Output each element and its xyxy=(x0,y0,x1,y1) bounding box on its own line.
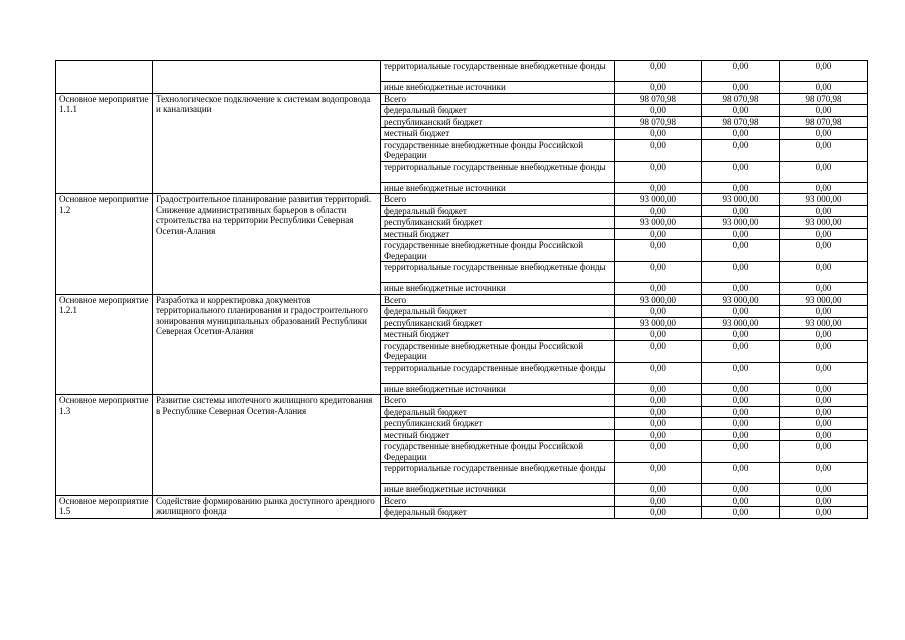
amount-year-3-cell: 98 070,98 xyxy=(780,116,868,128)
table-row xyxy=(56,294,868,306)
funding-source-cell: территориальные государственные внебюджетные фонды xyxy=(381,61,615,82)
amount-year-3-cell: 0,00 xyxy=(780,329,868,341)
amount-year-2-cell: 0,00 xyxy=(702,240,780,262)
amount-year-2-cell: 0,00 xyxy=(702,340,780,362)
amount-year-3-cell: 0,00 xyxy=(780,418,868,430)
amount-year-1-cell: 0,00 xyxy=(615,283,702,295)
amount-year-2-cell: 0,00 xyxy=(702,82,780,94)
funding-source-cell: территориальные государственные внебюджетные фонды xyxy=(381,161,615,182)
funding-source-cell: республиканский бюджет xyxy=(381,317,615,329)
amount-year-2-cell: 0,00 xyxy=(702,406,780,418)
amount-year-3-cell: 0,00 xyxy=(780,507,868,519)
funding-source-cell: федеральный бюджет xyxy=(381,105,615,117)
funding-source-cell: иные внебюджетные источники xyxy=(381,182,615,194)
funding-source-cell: республиканский бюджет xyxy=(381,116,615,128)
amount-year-1-cell: 0,00 xyxy=(615,128,702,140)
funding-source-cell: федеральный бюджет xyxy=(381,306,615,318)
amount-year-3-cell: 0,00 xyxy=(780,161,868,182)
funding-source-cell: Всего xyxy=(381,495,615,507)
amount-year-2-cell: 93 000,00 xyxy=(702,317,780,329)
amount-year-2-cell: 93 000,00 xyxy=(702,294,780,306)
amount-year-3-cell: 0,00 xyxy=(780,441,868,463)
amount-year-1-cell: 0,00 xyxy=(615,262,702,283)
funding-source-cell: местный бюджет xyxy=(381,128,615,140)
amount-year-1-cell: 0,00 xyxy=(615,82,702,94)
amount-year-2-cell: 98 070,98 xyxy=(702,93,780,105)
activity-code-cell: Основное мероприятие 1.2 xyxy=(56,194,153,295)
amount-year-3-cell: 0,00 xyxy=(780,395,868,407)
funding-table-body xyxy=(56,61,868,519)
activity-name-cell: Развитие системы ипотечного жилищного кредитования в Республике Северная Осетия-Алания xyxy=(153,395,381,496)
amount-year-1-cell: 0,00 xyxy=(615,395,702,407)
funding-source-cell: территориальные государственные внебюджетные фонды xyxy=(381,362,615,383)
amount-year-1-cell: 0,00 xyxy=(615,463,702,484)
funding-source-cell: иные внебюджетные источники xyxy=(381,82,615,94)
funding-source-cell: федеральный бюджет xyxy=(381,205,615,217)
activity-name-cell: Содействие формированию рынка доступного арендного жилищного фонда xyxy=(153,495,381,518)
amount-year-1-cell: 0,00 xyxy=(615,205,702,217)
amount-year-2-cell: 0,00 xyxy=(702,484,780,496)
amount-year-1-cell: 93 000,00 xyxy=(615,317,702,329)
amount-year-1-cell: 0,00 xyxy=(615,418,702,430)
amount-year-2-cell: 0,00 xyxy=(702,105,780,117)
amount-year-3-cell: 0,00 xyxy=(780,61,868,82)
funding-source-cell: Всего xyxy=(381,93,615,105)
amount-year-3-cell: 0,00 xyxy=(780,128,868,140)
amount-year-3-cell: 0,00 xyxy=(780,495,868,507)
amount-year-1-cell: 0,00 xyxy=(615,161,702,182)
activity-code-cell: Основное мероприятие 1.5 xyxy=(56,495,153,518)
funding-source-cell: местный бюджет xyxy=(381,228,615,240)
amount-year-3-cell: 0,00 xyxy=(780,205,868,217)
amount-year-3-cell: 0,00 xyxy=(780,240,868,262)
funding-source-cell: федеральный бюджет xyxy=(381,406,615,418)
amount-year-2-cell: 0,00 xyxy=(702,306,780,318)
amount-year-1-cell: 0,00 xyxy=(615,484,702,496)
amount-year-2-cell: 0,00 xyxy=(702,228,780,240)
funding-source-cell: государственные внебюджетные фонды Российской Федерации xyxy=(381,139,615,161)
amount-year-1-cell: 0,00 xyxy=(615,182,702,194)
activity-name-cell: Технологическое подключение к системам водопровода и канализации xyxy=(153,93,381,194)
amount-year-2-cell: 0,00 xyxy=(702,383,780,395)
amount-year-2-cell: 0,00 xyxy=(702,329,780,341)
funding-source-cell: государственные внебюджетные фонды Российской Федерации xyxy=(381,240,615,262)
amount-year-1-cell: 0,00 xyxy=(615,306,702,318)
funding-source-cell: федеральный бюджет xyxy=(381,507,615,519)
activity-code-cell: Основное мероприятие 1.3 xyxy=(56,395,153,496)
table-row xyxy=(56,61,868,82)
funding-source-cell: иные внебюджетные источники xyxy=(381,283,615,295)
amount-year-2-cell: 0,00 xyxy=(702,495,780,507)
amount-year-3-cell: 0,00 xyxy=(780,182,868,194)
amount-year-1-cell: 93 000,00 xyxy=(615,217,702,229)
amount-year-2-cell: 0,00 xyxy=(702,507,780,519)
amount-year-2-cell: 0,00 xyxy=(702,61,780,82)
amount-year-1-cell: 0,00 xyxy=(615,507,702,519)
amount-year-3-cell: 0,00 xyxy=(780,139,868,161)
amount-year-2-cell: 0,00 xyxy=(702,463,780,484)
table-row xyxy=(56,395,868,407)
amount-year-3-cell: 93 000,00 xyxy=(780,294,868,306)
amount-year-1-cell: 0,00 xyxy=(615,406,702,418)
funding-source-cell: республиканский бюджет xyxy=(381,418,615,430)
amount-year-3-cell: 98 070,98 xyxy=(780,93,868,105)
amount-year-1-cell: 98 070,98 xyxy=(615,93,702,105)
amount-year-3-cell: 0,00 xyxy=(780,228,868,240)
amount-year-1-cell: 0,00 xyxy=(615,139,702,161)
amount-year-2-cell: 0,00 xyxy=(702,283,780,295)
amount-year-3-cell: 93 000,00 xyxy=(780,194,868,206)
amount-year-1-cell: 93 000,00 xyxy=(615,294,702,306)
amount-year-3-cell: 93 000,00 xyxy=(780,217,868,229)
table-row xyxy=(56,93,868,105)
amount-year-1-cell: 0,00 xyxy=(615,495,702,507)
funding-source-cell: государственные внебюджетные фонды Российской Федерации xyxy=(381,441,615,463)
amount-year-3-cell: 0,00 xyxy=(780,82,868,94)
amount-year-3-cell: 0,00 xyxy=(780,306,868,318)
amount-year-1-cell: 0,00 xyxy=(615,240,702,262)
funding-table xyxy=(55,60,868,519)
activity-name-cell: Разработка и корректировка документов территориального планирования и градостроительного зонирования муниципальных образований Республики Северная Осетия-Алания xyxy=(153,294,381,395)
amount-year-1-cell: 0,00 xyxy=(615,61,702,82)
amount-year-3-cell: 0,00 xyxy=(780,463,868,484)
funding-source-cell: территориальные государственные внебюджетные фонды xyxy=(381,262,615,283)
amount-year-1-cell: 93 000,00 xyxy=(615,194,702,206)
amount-year-3-cell: 0,00 xyxy=(780,283,868,295)
amount-year-3-cell: 0,00 xyxy=(780,383,868,395)
amount-year-3-cell: 0,00 xyxy=(780,484,868,496)
amount-year-3-cell: 0,00 xyxy=(780,406,868,418)
funding-source-cell: иные внебюджетные источники xyxy=(381,383,615,395)
amount-year-1-cell: 0,00 xyxy=(615,383,702,395)
amount-year-1-cell: 98 070,98 xyxy=(615,116,702,128)
amount-year-2-cell: 0,00 xyxy=(702,395,780,407)
activity-code-cell: Основное мероприятие 1.1.1 xyxy=(56,93,153,194)
amount-year-2-cell: 0,00 xyxy=(702,205,780,217)
amount-year-2-cell: 0,00 xyxy=(702,418,780,430)
amount-year-1-cell: 0,00 xyxy=(615,429,702,441)
activity-code-cell: Основное мероприятие 1.2.1 xyxy=(56,294,153,395)
funding-source-cell: Всего xyxy=(381,294,615,306)
amount-year-2-cell: 93 000,00 xyxy=(702,217,780,229)
amount-year-1-cell: 0,00 xyxy=(615,340,702,362)
amount-year-3-cell: 93 000,00 xyxy=(780,317,868,329)
activity-name-cell xyxy=(153,61,381,94)
funding-source-cell: Всего xyxy=(381,395,615,407)
amount-year-3-cell: 0,00 xyxy=(780,105,868,117)
amount-year-3-cell: 0,00 xyxy=(780,429,868,441)
amount-year-2-cell: 0,00 xyxy=(702,429,780,441)
activity-name-cell: Градостроительное планирование развития территорий. Снижение административных барьеров в области строительства на территории Республики Северная Осетия-Алания xyxy=(153,194,381,295)
funding-source-cell: иные внебюджетные источники xyxy=(381,484,615,496)
amount-year-2-cell: 0,00 xyxy=(702,262,780,283)
amount-year-3-cell: 0,00 xyxy=(780,340,868,362)
amount-year-1-cell: 0,00 xyxy=(615,362,702,383)
funding-source-cell: Всего xyxy=(381,194,615,206)
amount-year-2-cell: 0,00 xyxy=(702,362,780,383)
amount-year-3-cell: 0,00 xyxy=(780,262,868,283)
amount-year-3-cell: 0,00 xyxy=(780,362,868,383)
amount-year-2-cell: 0,00 xyxy=(702,139,780,161)
activity-code-cell xyxy=(56,61,153,94)
amount-year-2-cell: 0,00 xyxy=(702,182,780,194)
amount-year-1-cell: 0,00 xyxy=(615,441,702,463)
amount-year-1-cell: 0,00 xyxy=(615,329,702,341)
funding-source-cell: государственные внебюджетные фонды Российской Федерации xyxy=(381,340,615,362)
table-row xyxy=(56,495,868,507)
amount-year-2-cell: 0,00 xyxy=(702,161,780,182)
amount-year-1-cell: 0,00 xyxy=(615,228,702,240)
amount-year-2-cell: 0,00 xyxy=(702,128,780,140)
amount-year-2-cell: 98 070,98 xyxy=(702,116,780,128)
funding-source-cell: республиканский бюджет xyxy=(381,217,615,229)
funding-source-cell: территориальные государственные внебюджетные фонды xyxy=(381,463,615,484)
amount-year-2-cell: 93 000,00 xyxy=(702,194,780,206)
funding-source-cell: местный бюджет xyxy=(381,429,615,441)
document-page xyxy=(55,60,867,519)
table-row xyxy=(56,194,868,206)
amount-year-2-cell: 0,00 xyxy=(702,441,780,463)
amount-year-1-cell: 0,00 xyxy=(615,105,702,117)
funding-source-cell: местный бюджет xyxy=(381,329,615,341)
